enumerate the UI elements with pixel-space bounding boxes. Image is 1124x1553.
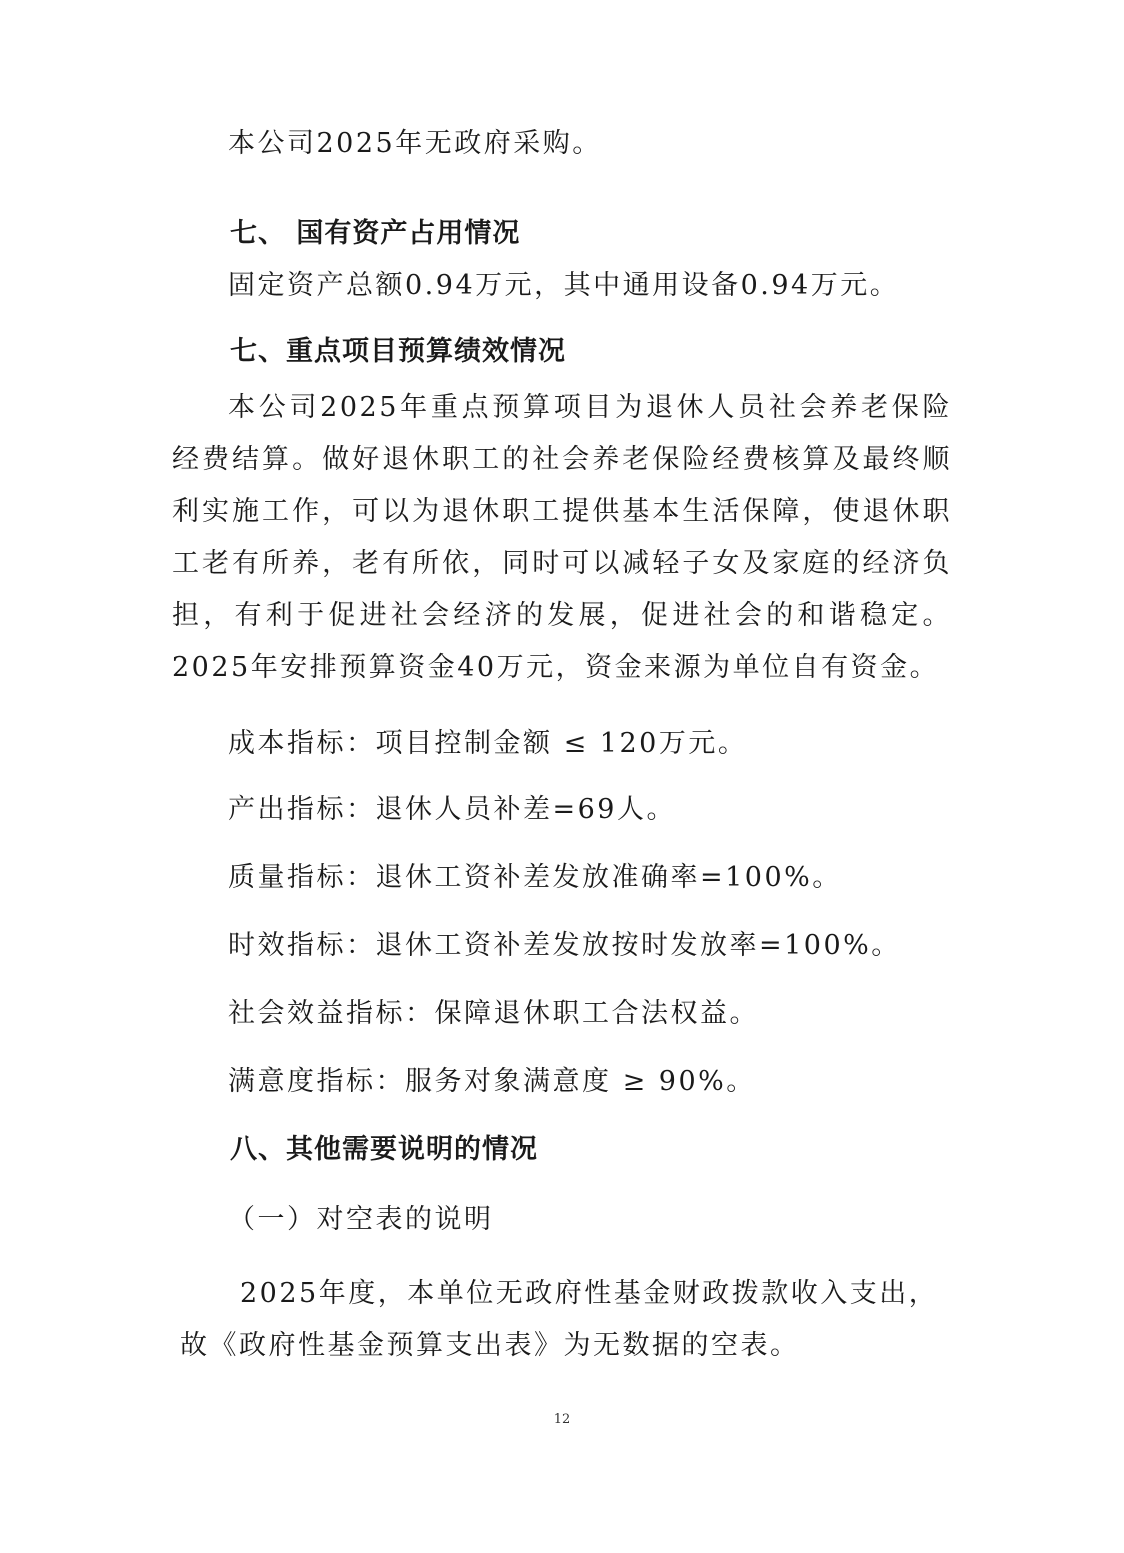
indicator-timeliness: 时效指标：退休工资补差发放按时发放率=100%。: [228, 930, 901, 961]
section-heading-other: 八、其他需要说明的情况: [230, 1134, 538, 1165]
procurement-text: 本公司2025年无政府采购。: [228, 128, 602, 159]
indicator-satisfaction: 满意度指标：服务对象满意度 ≥ 90%。: [228, 1066, 756, 1097]
subheading-empty-table: （一）对空表的说明: [228, 1204, 494, 1235]
empty-table-paragraph: 2025年度，本单位无政府性基金财政拨款收入支出，故《政府性基金预算支出表》为无数据的空表。: [180, 1278, 939, 1361]
indicator-social-benefit: 社会效益指标：保障退休职工合法权益。: [228, 998, 759, 1029]
section-heading-performance: 七、重点项目预算绩效情况: [230, 336, 566, 367]
performance-paragraph: 本公司2025年重点预算项目为退休人员社会养老保险经费结算。做好退休职工的社会养老保险经费核算及最终顺利实施工作，可以为退休职工提供基本生活保障，使退休职工老有所养，老有所依，同时可以减轻子女及家庭的经济负担，有利于促进社会经济的发展，促进社会的和谐稳定。2025年安排预算资金40万元，资金来源为单位自有资金。: [172, 392, 952, 683]
indicator-output: 产出指标：退休人员补差=69人。: [228, 794, 676, 825]
indicator-quality: 质量指标：退休工资补差发放准确率=100%。: [228, 862, 842, 893]
indicator-cost: 成本指标：项目控制金额 ≤ 120万元。: [228, 728, 748, 759]
assets-text: 固定资产总额0.94万元，其中通用设备0.94万元。: [228, 270, 900, 301]
section-heading-state-assets: 七、 国有资产占用情况: [230, 218, 521, 249]
page-number: 12: [553, 1412, 571, 1427]
